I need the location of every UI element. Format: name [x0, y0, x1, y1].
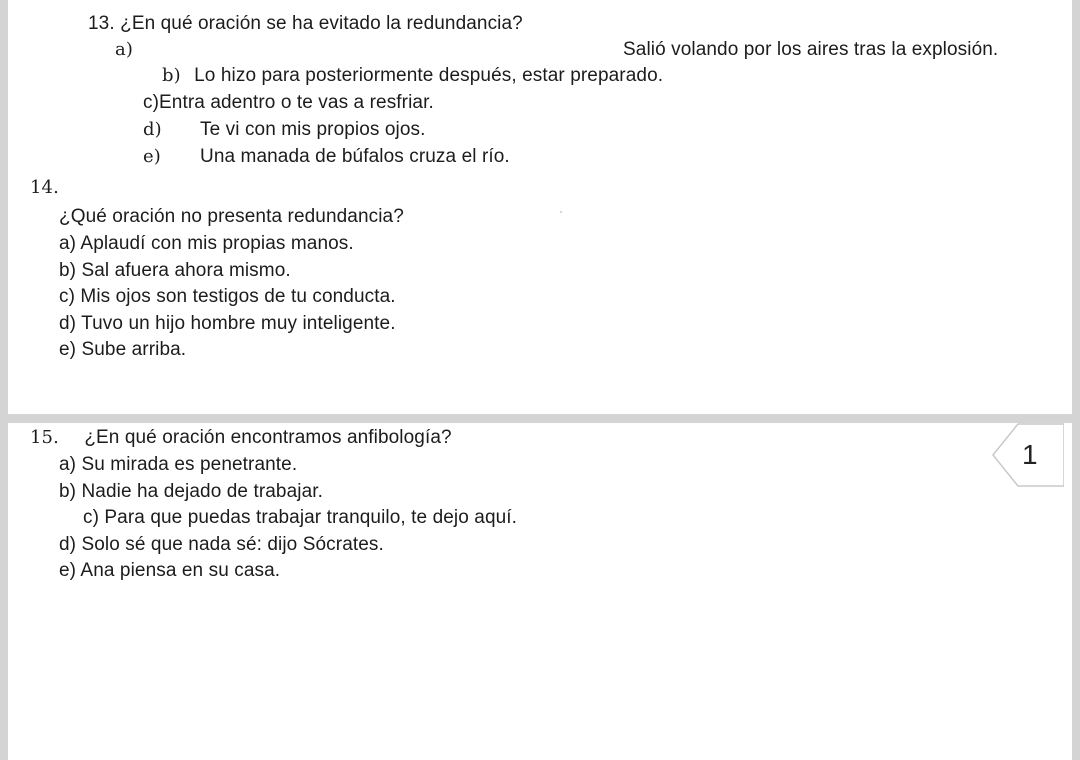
- option-d-label: d): [143, 119, 162, 140]
- question-14-option-e: e) Sube arriba.: [59, 339, 187, 360]
- question-number: 15.: [30, 427, 59, 448]
- option-e-label: e): [143, 146, 161, 167]
- option-b: [162, 64, 663, 88]
- option-b-label: b): [162, 65, 181, 86]
- option-a-label: a): [115, 39, 133, 60]
- option-d-text: Te vi con mis propios ojos.: [200, 119, 426, 140]
- document-page-2: [8, 423, 1072, 760]
- question-14-option-d: d) Tuvo un hijo hombre muy inteligente.: [59, 313, 396, 334]
- question-14-option-c: c) Mis ojos son testigos de tu conducta.: [59, 286, 396, 307]
- option-d: [143, 118, 426, 142]
- option-e-text: Una manada de búfalos cruza el río.: [200, 146, 510, 167]
- question-15-option-d: d) Solo sé que nada sé: dijo Sócrates.: [59, 534, 384, 555]
- question-15-option-c: c) Para que puedas trabajar tranquilo, te dejo aquí.: [83, 507, 518, 528]
- option-a-text: Salió volando por los aires tras la explosión.: [623, 39, 999, 60]
- question-14-text: ¿Qué oración no presenta redundancia?: [59, 206, 404, 227]
- option-e: [143, 145, 510, 169]
- option-c: c)Entra adentro o te vas a resfriar.: [143, 92, 434, 113]
- question-text: ¿En qué oración encontramos anfibología?: [84, 427, 452, 448]
- question-14-option-a: a) Aplaudí con mis propias manos.: [59, 233, 354, 254]
- document-page-1: [8, 0, 1072, 414]
- question-13: [88, 12, 523, 36]
- question-15-option-e: e) Ana piensa en su casa.: [59, 560, 281, 581]
- question-text: ¿En qué oración se ha evitado la redundancia?: [120, 13, 523, 34]
- question-14-number: 14.: [30, 177, 59, 198]
- scan-speck: [560, 211, 562, 213]
- question-15: [30, 426, 452, 450]
- option-b-text: Lo hizo para posteriormente después, estar preparado.: [194, 65, 664, 86]
- question-15-option-a: a) Su mirada es penetrante.: [59, 454, 298, 475]
- question-number: 13.: [88, 13, 115, 34]
- question-14-option-b: b) Sal afuera ahora mismo.: [59, 260, 291, 281]
- page-number-indicator[interactable]: [992, 423, 1064, 487]
- page-number: 1: [1022, 439, 1038, 470]
- question-15-option-b: b) Nadie ha dejado de trabajar.: [59, 481, 324, 502]
